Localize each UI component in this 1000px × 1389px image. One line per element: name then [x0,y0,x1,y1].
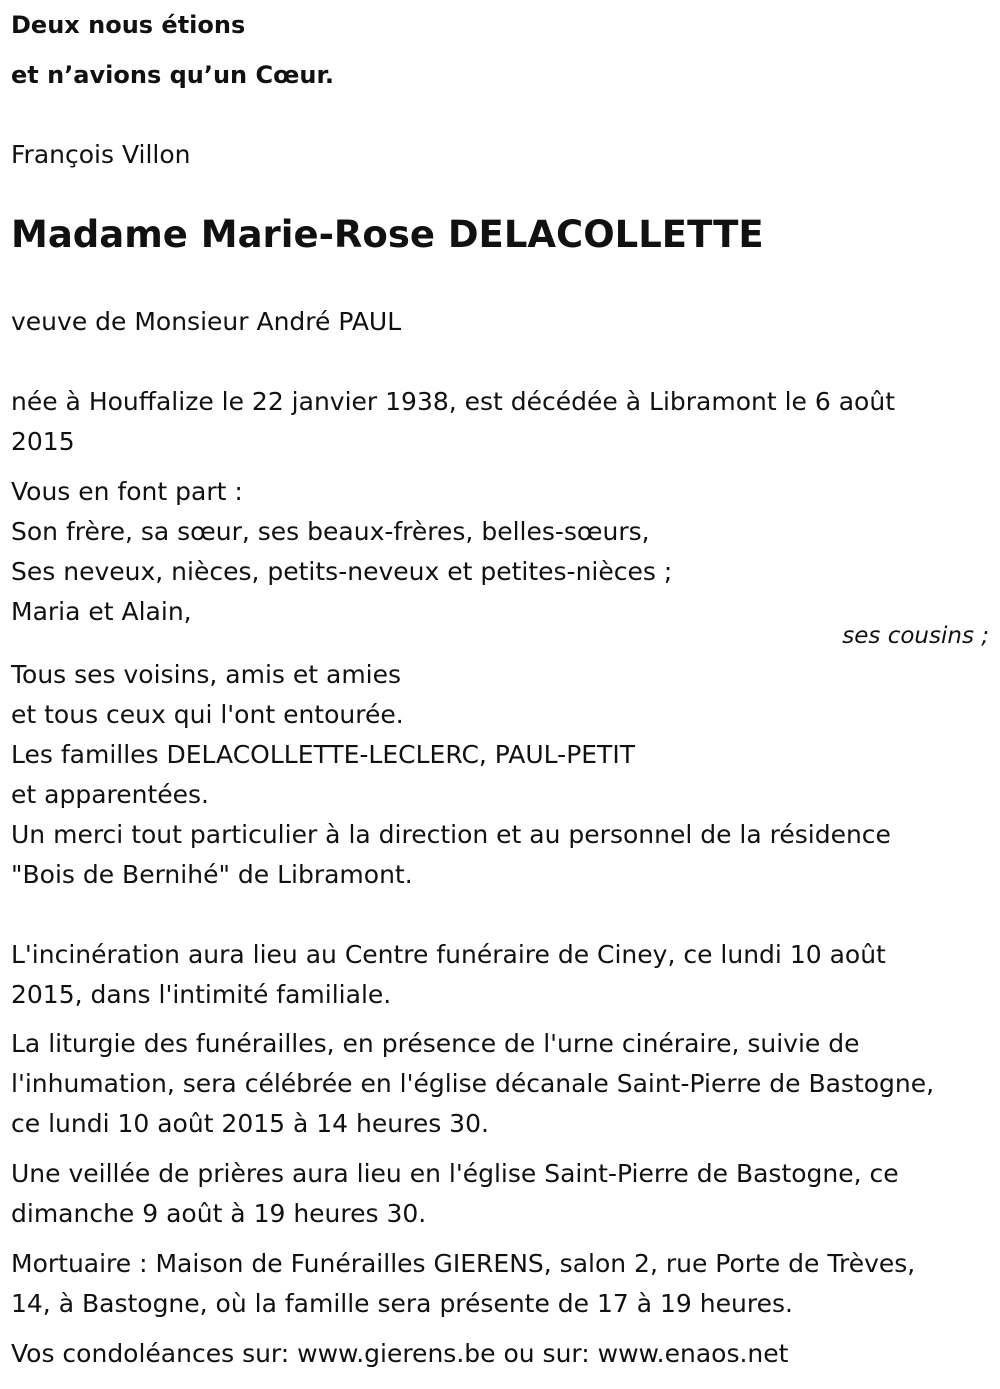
liturgy-line-1: La liturgie des funérailles, en présence de l'urne cinéraire, suivie de [11,1029,860,1058]
cremation-line-2: 2015, dans l'intimité familiale. [11,980,392,1009]
family-line-3: Maria et Alain, [11,597,192,626]
family-line-9: "Bois de Bernihé" de Libramont. [11,860,413,889]
birth-death-line-2: 2015 [11,427,75,456]
epigraph-author: François Villon [11,140,191,169]
family-line-5: et tous ceux qui l'ont entourée. [11,700,404,729]
mortuary-line-2: 14, à Bastogne, où la famille sera présente de 17 à 19 heures. [11,1289,793,1318]
epigraph-line-2: et n’avions qu’un Cœur. [11,61,334,89]
family-line-7: et apparentées. [11,780,209,809]
family-line-8: Un merci tout particulier à la direction et au personnel de la résidence [11,820,891,849]
liturgy-line-3: ce lundi 10 août 2015 à 14 heures 30. [11,1109,489,1138]
family-intro: Vous en font part : [11,477,243,506]
cousins-note: ses cousins ; [842,623,989,649]
vigil-line-2: dimanche 9 août à 19 heures 30. [11,1199,427,1228]
family-line-2: Ses neveux, nièces, petits-neveux et petites-nièces ; [11,557,673,586]
spouse-line: veuve de Monsieur André PAUL [11,307,402,336]
epigraph-line-1: Deux nous étions [11,11,246,39]
family-line-1: Son frère, sa sœur, ses beaux-frères, belles-sœurs, [11,517,650,546]
cremation-line-1: L'incinération aura lieu au Centre funéraire de Ciney, ce lundi 10 août [11,940,886,969]
birth-death-line-1: née à Houffalize le 22 janvier 1938, est décédée à Libramont le 6 août [11,387,895,416]
family-line-4: Tous ses voisins, amis et amies [11,660,402,689]
vigil-line-1: Une veillée de prières aura lieu en l'église Saint-Pierre de Bastogne, ce [11,1159,899,1188]
deceased-name: Madame Marie-Rose DELACOLLETTE [11,213,764,256]
mortuary-line-1: Mortuaire : Maison de Funérailles GIERENS, salon 2, rue Porte de Trèves, [11,1249,916,1278]
condolences-line: Vos condoléances sur: www.gierens.be ou sur: www.enaos.net [11,1339,789,1368]
liturgy-line-2: l'inhumation, sera célébrée en l'église décanale Saint-Pierre de Bastogne, [11,1069,935,1098]
family-line-6: Les familles DELACOLLETTE-LECLERC, PAUL-PETIT [11,740,635,769]
